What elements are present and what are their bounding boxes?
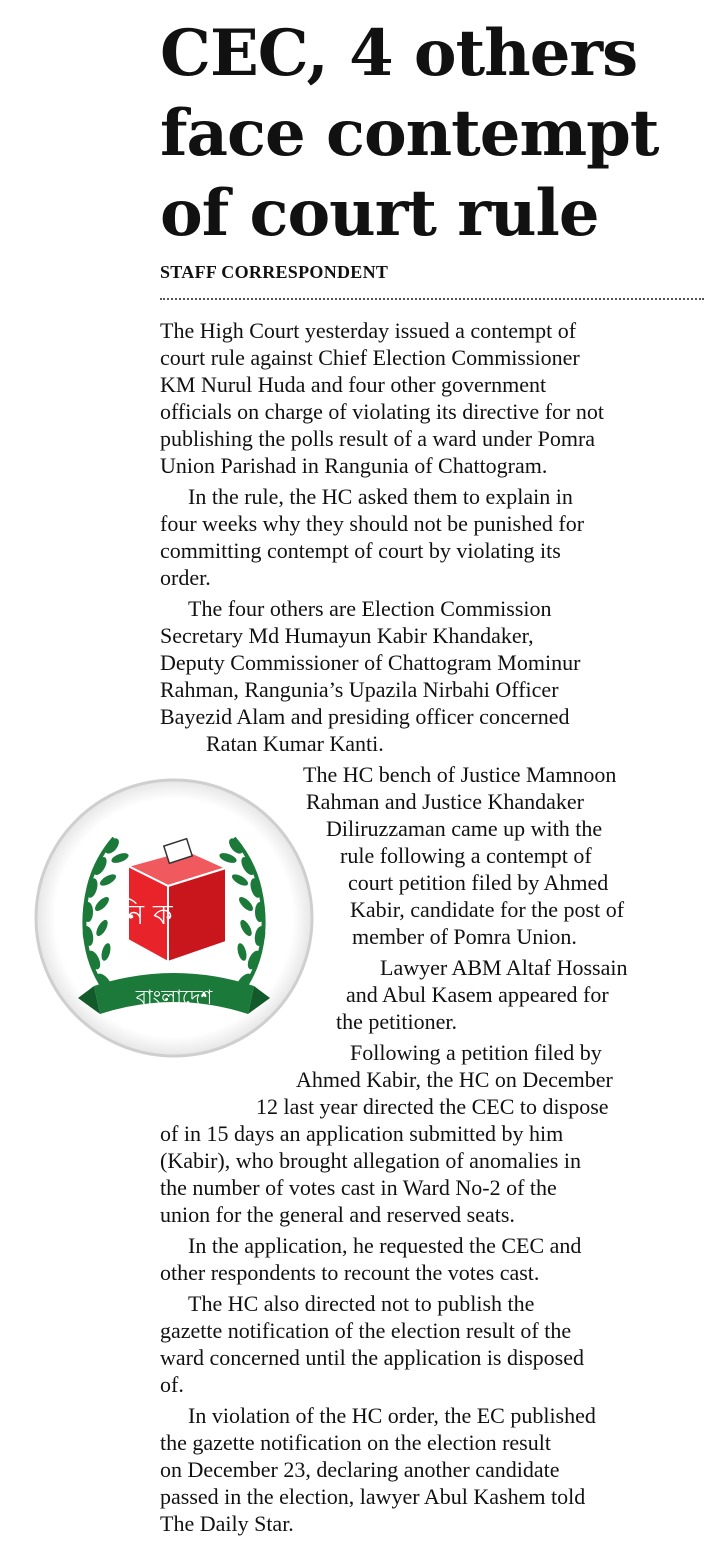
body-line: the petitioner. xyxy=(336,1009,457,1034)
body-line: KM Nurul Huda and four other government xyxy=(160,372,547,397)
body-line: passed in the election, lawyer Abul Kashem told xyxy=(160,1484,586,1509)
body-line: Ahmed Kabir, the HC on December xyxy=(296,1067,613,1092)
body-line: and Abul Kasem appeared for xyxy=(346,982,609,1007)
body-line: In the rule, the HC asked them to explain in xyxy=(188,484,573,509)
body-line: Ratan Kumar Kanti. xyxy=(206,731,384,756)
body-line: ward concerned until the application is disposed xyxy=(160,1345,584,1370)
ballot-box-letters: নি ক xyxy=(119,898,173,931)
body-line: The HC bench of Justice Mamnoon xyxy=(303,762,617,787)
body-line: Secretary Md Humayun Kabir Khandaker, xyxy=(160,623,534,648)
body-line: the gazette notification on the election result xyxy=(160,1430,551,1455)
body-line: committing contempt of court by violating its xyxy=(160,538,561,563)
body-line: the number of votes cast in Ward No-2 of the xyxy=(160,1175,557,1200)
body-line: In violation of the HC order, the EC published xyxy=(188,1403,596,1428)
body-line: Following a petition filed by xyxy=(350,1040,602,1065)
election-commission-logo xyxy=(16,776,332,1060)
body-line: of. xyxy=(160,1372,184,1397)
body-line: rule following a contempt of xyxy=(340,843,592,868)
body-line: The four others are Election Commission xyxy=(188,596,552,621)
body-line: publishing the polls result of a ward under Pomra xyxy=(160,426,596,451)
body-line: union for the general and reserved seats. xyxy=(160,1202,515,1227)
headline-line: of court rule xyxy=(160,176,599,251)
body-line: In the application, he requested the CEC and xyxy=(188,1233,582,1258)
byline: STAFF CORRESPONDENT xyxy=(160,262,389,282)
body-line: court petition filed by Ahmed xyxy=(348,870,609,895)
body-line: Kabir, candidate for the post of xyxy=(350,897,625,922)
body-line: Deputy Commissioner of Chattogram Mominur xyxy=(160,650,581,675)
body-line: four weeks why they should not be punished for xyxy=(160,511,585,536)
body-line: officials on charge of violating its directive for not xyxy=(160,399,604,424)
headline-line: CEC, 4 others xyxy=(160,16,638,91)
body-line: Rahman, Rangunia’s Upazila Nirbahi Officer xyxy=(160,677,559,702)
body-line: 12 last year directed the CEC to dispose xyxy=(256,1094,609,1119)
body-line: Diliruzzaman came up with the xyxy=(326,816,603,841)
body-line: court rule against Chief Election Commissioner xyxy=(160,345,580,370)
body-line: Union Parishad in Rangunia of Chattogram. xyxy=(160,453,548,478)
body-line: order. xyxy=(160,565,211,590)
body-line: gazette notification of the election result of the xyxy=(160,1318,572,1343)
body-line: of in 15 days an application submitted by him xyxy=(160,1121,564,1146)
headline-line: face contempt xyxy=(160,96,659,171)
dotted-divider xyxy=(160,298,704,300)
body-line: other respondents to recount the votes cast. xyxy=(160,1260,540,1285)
headline xyxy=(160,14,700,254)
body-line: The High Court yesterday issued a contempt of xyxy=(160,318,577,343)
body-line: member of Pomra Union. xyxy=(352,924,577,949)
body-line: (Kabir), who brought allegation of anomalies in xyxy=(160,1148,581,1173)
body-line: Lawyer ABM Altaf Hossain xyxy=(380,955,628,980)
ribbon-text: বাংলাদেশ xyxy=(135,985,213,1009)
body-line: on December 23, declaring another candidate xyxy=(160,1457,560,1482)
body-line: Rahman and Justice Khandaker xyxy=(306,789,584,814)
body-line: The HC also directed not to publish the xyxy=(188,1291,535,1316)
body-line: Bayezid Alam and presiding officer concerned xyxy=(160,704,570,729)
body-line: The Daily Star. xyxy=(160,1511,294,1536)
